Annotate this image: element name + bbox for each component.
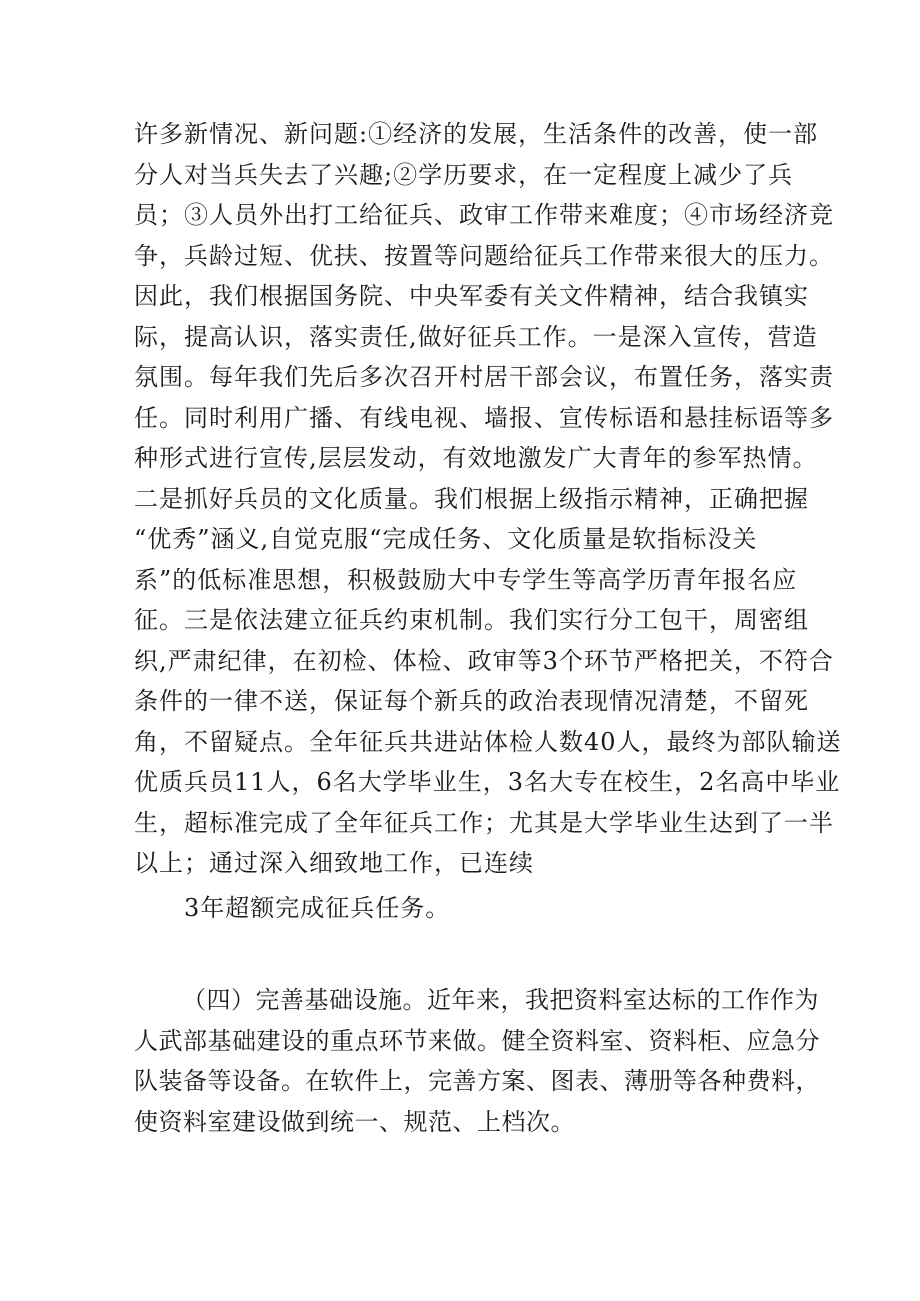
text-line: 征。三是依法建立征兵约束机制。我们实行分工包干，周密组 <box>134 606 809 634</box>
text-line: （四）完善基础设施。近年来，我把资料室达标的工作作为 <box>182 986 819 1014</box>
text-line: 氛围。每年我们先后多次召开村居干部会议，布置任务，落实责 <box>134 363 834 391</box>
text-line: 际，提高认识，落实责任,做好征兵工作。一是深入宣传，营造 <box>134 322 818 351</box>
text-line: 角，不留疑点。全年征兵共进站体检人数40人，最终为部队输送 <box>134 727 842 756</box>
text-line: 人武部基础建设的重点环节来做。健全资料室、资料柜、应急分 <box>134 1026 820 1055</box>
text-line: 使资料室建设做到统一、规范、上档次。 <box>134 1107 575 1136</box>
text-line: 队装备等设备。在软件上，完善方案、图表、薄册等各种费料， <box>134 1067 820 1095</box>
text-line: 以上；通过深入细致地工作，已连续 <box>134 849 534 877</box>
text-line: 分人对当兵失去了兴趣;②学历要求，在一定程度上减少了兵 <box>134 160 794 189</box>
paragraph-conscription-work <box>134 114 842 928</box>
text-line: 二是抓好兵员的文化质量。我们根据上级指示精神，正确把握 <box>134 484 809 513</box>
text-line: 因此，我们根据国务院、中央军委有关文件精神，结合我镇实 <box>134 282 809 310</box>
text-line: 生，超标准完成了全年征兵工作；尤其是大学毕业生达到了一半 <box>134 808 834 837</box>
text-line: 系”的低标准思想，积极鼓励大中专学生等高学历青年报名应 <box>134 565 798 594</box>
text-line: 员；③人员外出打工给征兵、政审工作带来难度；④市场经济竞 <box>134 201 834 229</box>
paragraph-infrastructure <box>134 980 820 1142</box>
text-line: 种形式进行宣传,层层发动，有效地激发广大青年的参军热情。 <box>134 444 818 472</box>
text-line: 织,严肃纪律，在初检、体检、政审等3个环节严格把关，不符合 <box>134 646 834 675</box>
text-line: 任。同时利用广播、有线电视、墙报、宣传标语和悬挂标语等多 <box>134 403 834 432</box>
text-line: 3年超额完成征兵任务。 <box>184 893 451 922</box>
text-line: 优质兵员11人，6名大学毕业生，3名大专在校生，2名高中毕业 <box>134 768 841 796</box>
text-line: 条件的一律不送，保证每个新兵的政治表现情况清楚，不留死 <box>134 687 809 715</box>
text-line: “优秀”涵义,自觉克服“完成任务、文化质量是软指标没关 <box>134 525 758 553</box>
text-line: 许多新情况、新问题:①经济的发展，生活条件的改善，使一部 <box>134 120 819 148</box>
text-line: 争，兵龄过短、优扶、按置等问题给征兵工作带来很大的压力。 <box>134 241 834 270</box>
